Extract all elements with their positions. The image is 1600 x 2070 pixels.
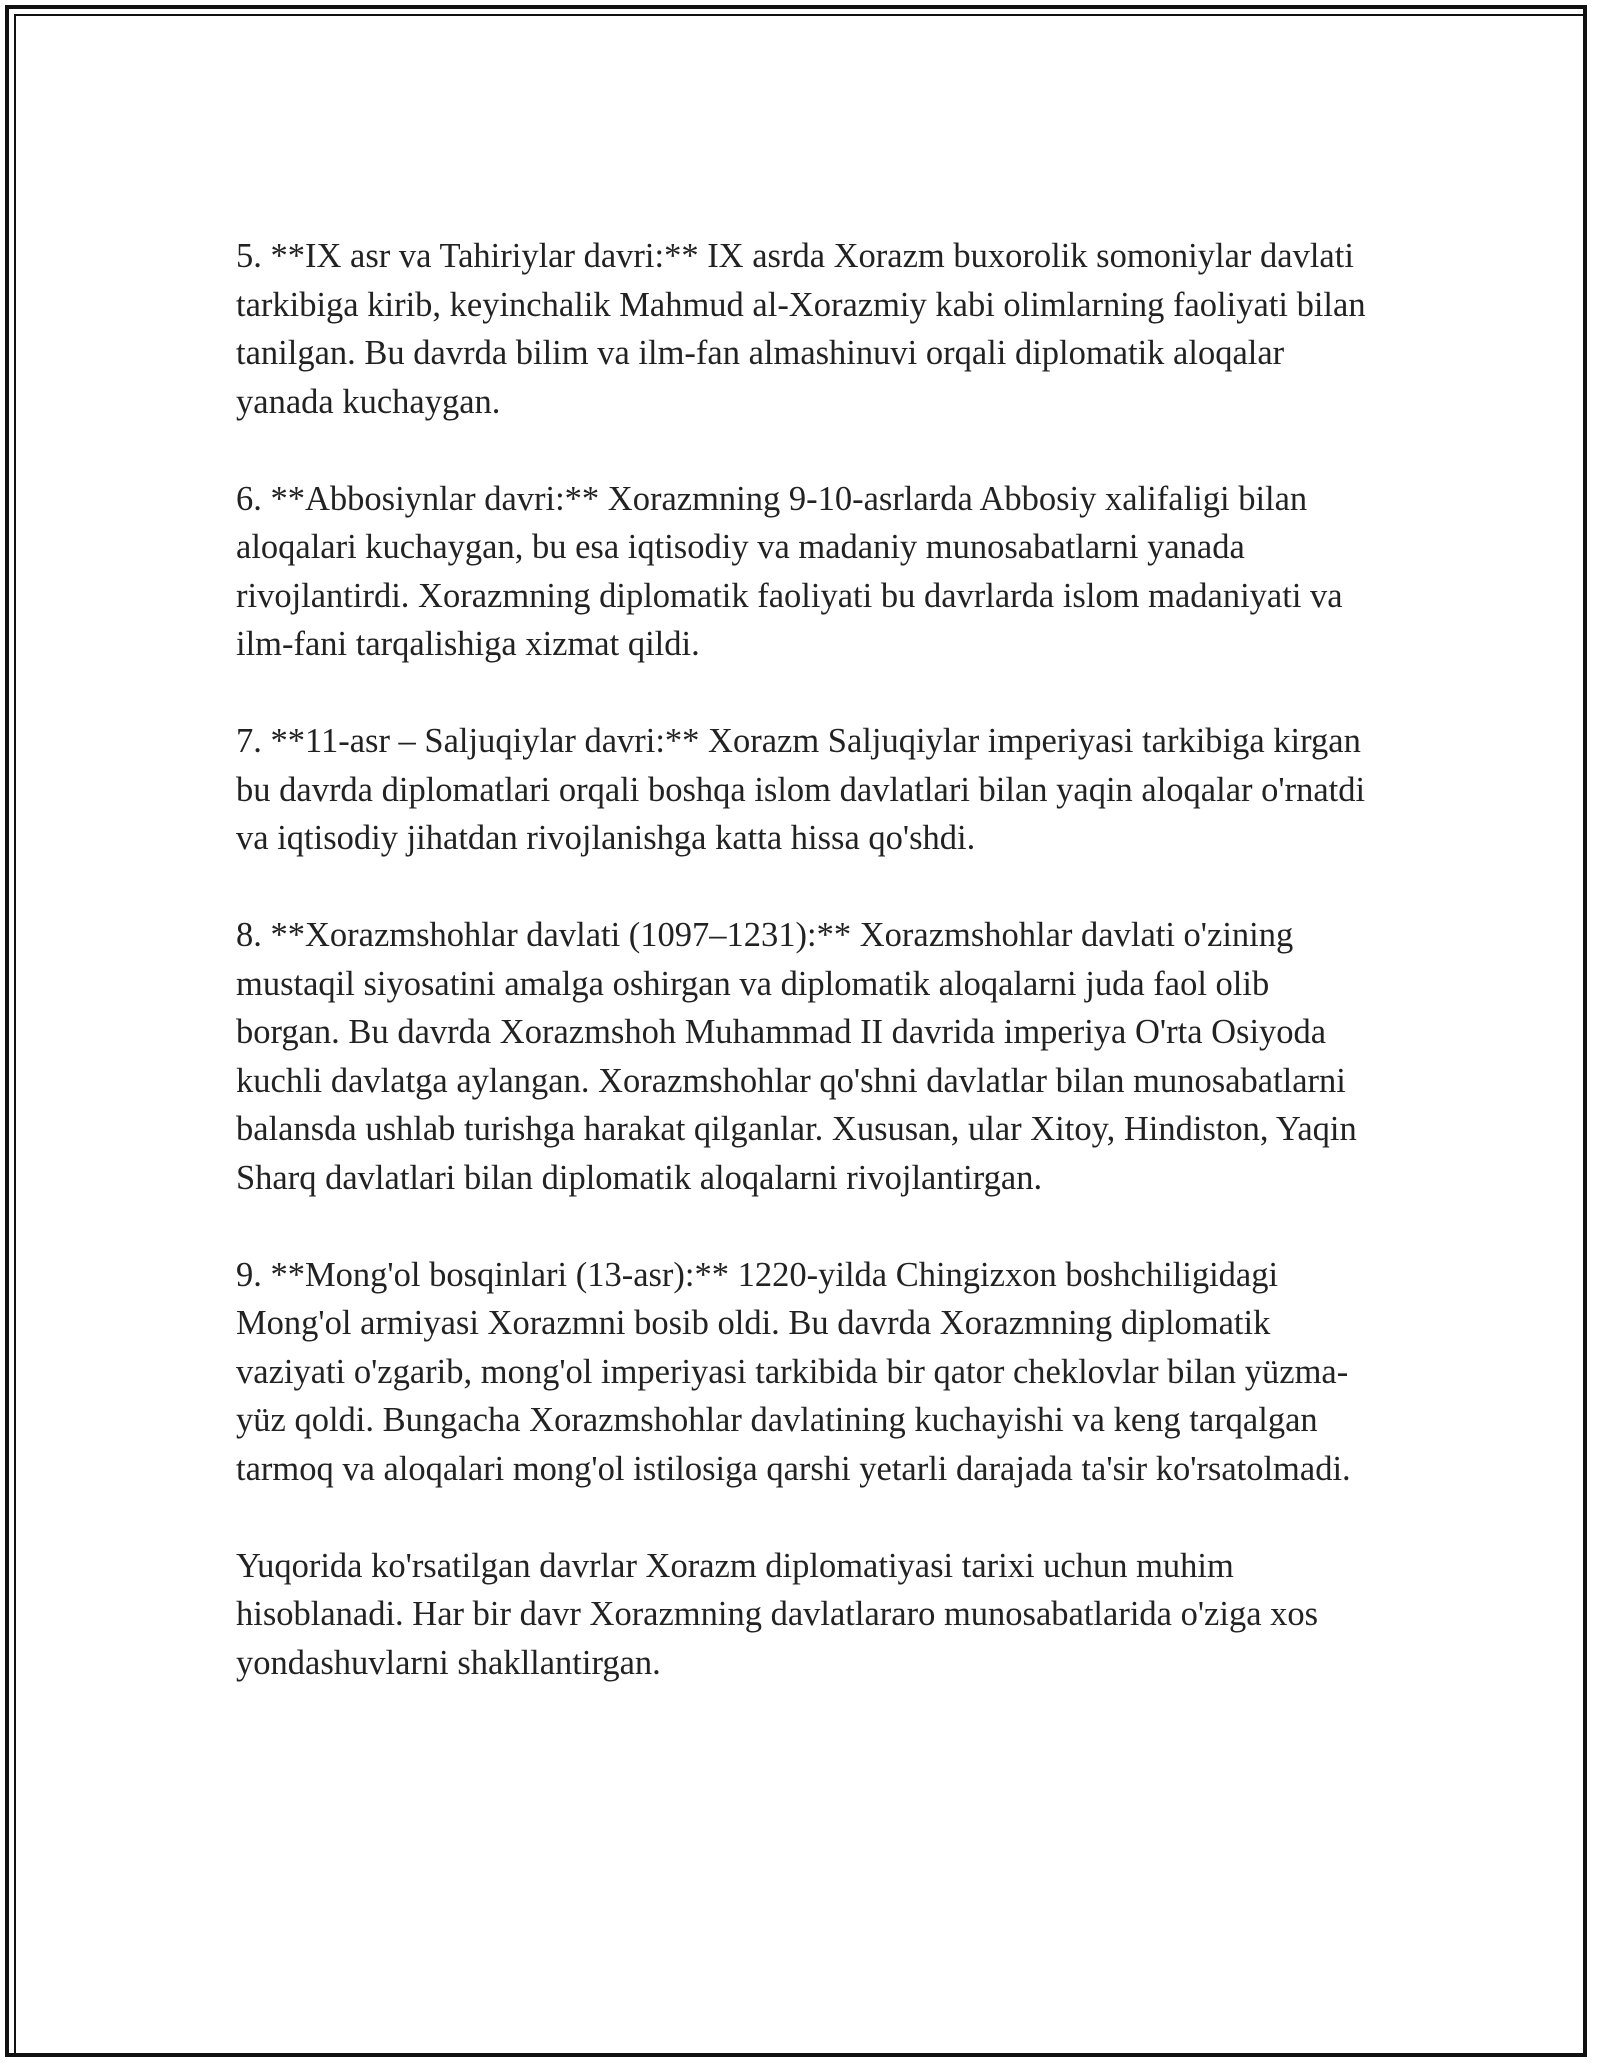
paragraph-mongol-invasion: 9. **Mong'ol bosqinlari (13-asr):** 1220-yilda Chingizxon boshchiligidagi Mong'ol armiyasi Xorazmni bosib oldi. Bu davrda Xorazmning diplomatik vaziyati o'zgarib, mong'ol imperiyasi tarkibida bir qator cheklovlar bilan yüzma-yüz qoldi. Bungacha Xorazmshohlar davlatining kuchayishi va keng tarqalgan tarmoq va aloqalari mong'ol istilosiga qarshi yetarli darajada ta'sir ko'rsatolmadi. [236,1255,1351,1488]
paragraph-abbasids: 6. **Abbosiynlar davri:** Xorazmning 9-10-asrlarda Abbosiy xalifaligi bilan aloqalari kuchaygan, bu esa iqtisodiy va madaniy munosabatlarni yanada rivojlantirdi. Xorazmning diplomatik faoliyati bu davrlarda islom madaniyati va ilm-fani tarqalishiga xizmat qildi. [236,479,1343,663]
paragraph-khwarazmshahs: 8. **Xorazmshohlar davlati (1097–1231):** Xorazmshohlar davlati o'zining mustaqil siyosatini amalga oshirgan va diplomatik aloqalarni juda faol olib borgan. Bu davrda Xorazmshoh Muhammad II davrida imperiya O'rta Osiyoda kuchli davlatga aylangan. Xorazmshohlar qo'shni davlatlar bilan munosabatlarni balansda ushlab turishga harakat qilganlar. Xususan, ular Xitoy, Hindiston, Yaqin Sharq davlatlari bilan diplomatik aloqalarni rivojlantirgan. [236,916,1357,1197]
paragraph-samanids-tahirids: 5. **IX asr va Tahiriylar davri:** IX asrda Xorazm buxorolik somoniylar davlati tarkibiga kirib, keyinchalik Mahmud al-Xorazmiy kabi olimlarning faoliyati bilan tanilgan. Bu davrda bilim va ilm-fan almashinuvi orqali diplomatik aloqalar yanada kuchaygan. [236,237,1366,421]
paragraph-conclusion: Yuqorida ko'rsatilgan davrlar Xorazm diplomatiyasi tarixi uchun muhim hisoblanadi. Har bir davr Xorazmning davlatlararo munosabatlarida o'ziga xos yondashuvlarni shakllantirgan. [236,1546,1319,1682]
paragraph-seljuks: 7. **11-asr – Saljuqiylar davri:** Xorazm Saljuqiylar imperiyasi tarkibiga kirgan bu davrda diplomatlari orqali boshqa islom davlatlari bilan yaqin aloqalar o'rnatdi va iqtisodiy jihatdan rivojlanishga katta hissa qo'shdi. [236,722,1366,857]
document-body [236,232,1376,1736]
